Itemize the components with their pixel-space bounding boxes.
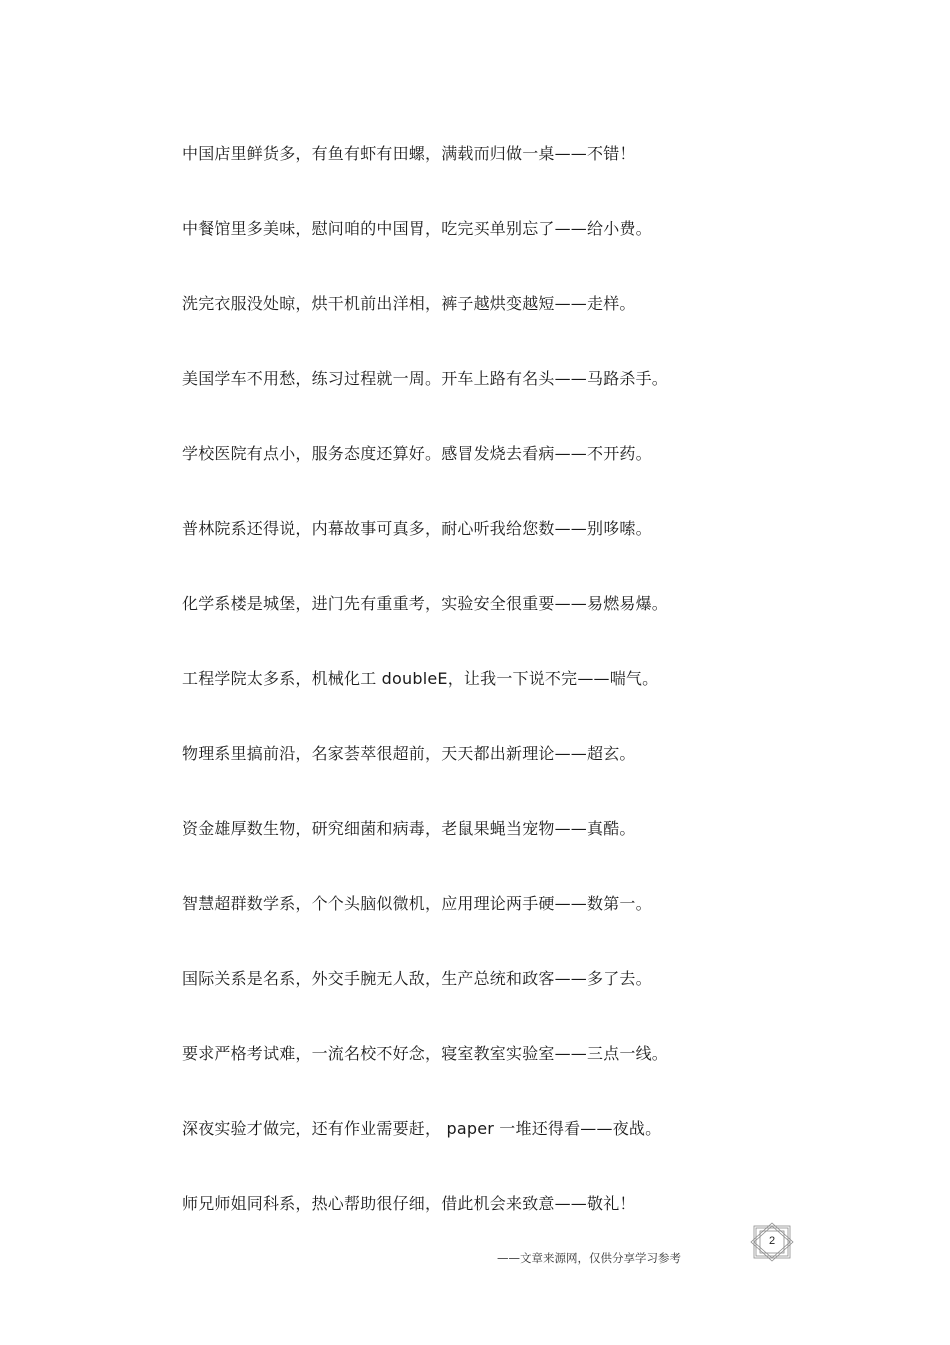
verse-line: 国际关系是名系，外交手腕无人敌，生产总统和政客——多了去。 bbox=[182, 969, 652, 988]
verse-line: 工程学院太多系，机械化工 doubleE，让我一下说不完——喘气。 bbox=[182, 669, 659, 688]
footer-source-note: ——文章来源网，仅供分享学习参考 bbox=[497, 1251, 681, 1265]
page-number-badge bbox=[749, 1222, 795, 1262]
verse-line: 洗完衣服没处晾，烘干机前出洋相，裤子越烘变越短——走样。 bbox=[182, 294, 636, 313]
verse-line: 普林院系还得说，内幕故事可真多，耐心听我给您数——别哆嗦。 bbox=[182, 519, 652, 538]
verse-line: 美国学车不用愁，练习过程就一周。开车上路有名头——马路杀手。 bbox=[182, 369, 669, 388]
verse-line: 师兄师姐同科系，热心帮助很仔细，借此机会来致意——敬礼！ bbox=[182, 1194, 636, 1213]
verse-line: 要求严格考试难，一流名校不好念，寝室教室实验室——三点一线。 bbox=[182, 1044, 669, 1063]
verse-line: 物理系里搞前沿，名家荟萃很超前，天天都出新理论——超玄。 bbox=[182, 744, 636, 763]
verse-list bbox=[182, 143, 782, 1268]
verse-line: 资金雄厚数生物，研究细菌和病毒，老鼠果蝇当宠物——真酷。 bbox=[182, 819, 636, 838]
page-number: 2 bbox=[768, 1235, 776, 1247]
verse-line: 中国店里鲜货多，有鱼有虾有田螺，满载而归做一桌——不错！ bbox=[182, 144, 636, 163]
verse-line: 中餐馆里多美味，慰问咱的中国胃，吃完买单别忘了——给小费。 bbox=[182, 219, 652, 238]
verse-line: 化学系楼是城堡，进门先有重重考，实验安全很重要——易燃易爆。 bbox=[182, 594, 669, 613]
verse-line: 智慧超群数学系，个个头脑似微机，应用理论两手硬——数第一。 bbox=[182, 894, 652, 913]
verse-line: 深夜实验才做完，还有作业需要赶， paper 一堆还得看——夜战。 bbox=[182, 1119, 662, 1138]
verse-line: 学校医院有点小，服务态度还算好。感冒发烧去看病——不开药。 bbox=[182, 444, 652, 463]
